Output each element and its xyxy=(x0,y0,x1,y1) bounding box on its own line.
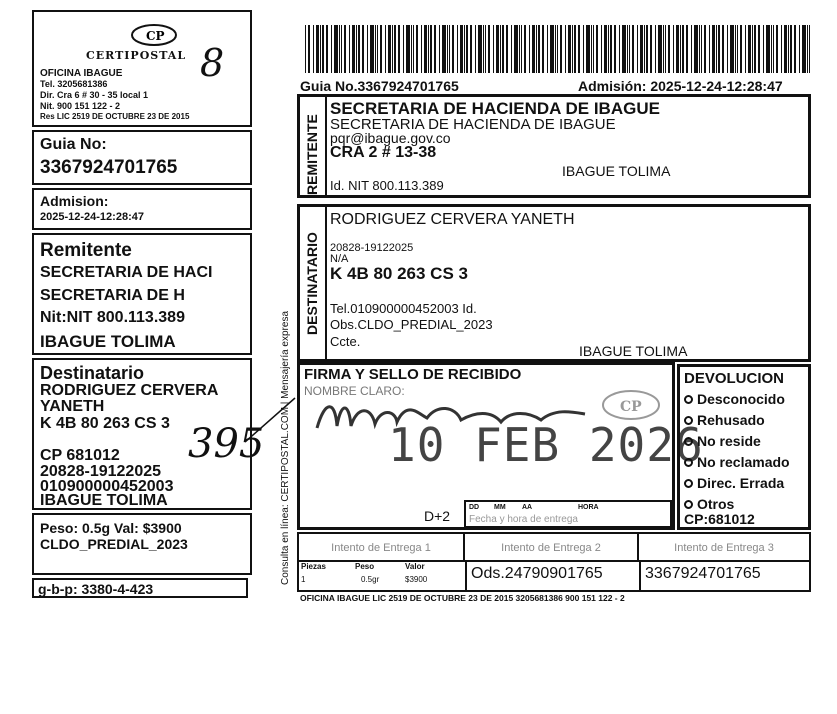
dest-line: 010900000452003 xyxy=(40,478,174,495)
remitente-line: SECRETARIA DE H xyxy=(40,287,185,304)
barcode-bar xyxy=(557,25,558,73)
barcode-bar xyxy=(447,25,448,73)
barcode-bar xyxy=(788,25,789,73)
gbp-box xyxy=(32,578,248,598)
barcode-bar xyxy=(488,25,490,73)
intentos-table xyxy=(297,532,811,592)
obs-line: CLDO_PREDIAL_2023 xyxy=(40,536,188,552)
barcode-bar xyxy=(586,25,590,73)
ods-value: Ods.24790901765 xyxy=(471,565,603,582)
barcode-bar xyxy=(550,25,554,73)
intento-3: Intento de Entrega 3 xyxy=(674,542,774,554)
barcode-bar xyxy=(434,25,436,73)
dd-label: DD xyxy=(469,504,480,511)
remitente-line: IBAGUE TOLIMA xyxy=(40,332,176,351)
barcode-bar xyxy=(529,25,530,73)
barcode-bar xyxy=(442,25,446,73)
barcode-bar xyxy=(322,25,324,73)
radio-icon xyxy=(684,479,693,488)
barcode-bar xyxy=(375,25,376,73)
devolucion-option[interactable] xyxy=(684,412,790,428)
barcode-bar xyxy=(388,25,391,73)
barcode-bar xyxy=(591,25,592,73)
handwritten-8: 8 xyxy=(200,41,225,85)
barcode-bar xyxy=(596,25,598,73)
guia-value: 3367924701765 xyxy=(40,157,178,178)
barcode-bar xyxy=(502,25,504,73)
barcode-bar xyxy=(514,25,518,73)
barcode-bar xyxy=(500,25,501,73)
barcode-bar xyxy=(331,25,332,73)
barcode-bar xyxy=(802,25,806,73)
barcode-bar xyxy=(727,25,728,73)
barcode-bar xyxy=(560,25,562,73)
barcode-bar xyxy=(663,25,664,73)
devolucion-option[interactable] xyxy=(684,475,790,491)
barcode xyxy=(305,25,815,73)
barcode-bar xyxy=(735,25,736,73)
admision-top: Admisión: 2025-12-24-12:28:47 xyxy=(578,78,783,94)
barcode-bar xyxy=(608,25,609,73)
office-res: Res LIC 2519 DE OCTUBRE 23 DE 2015 xyxy=(40,112,190,121)
barcode-bar xyxy=(752,25,753,73)
barcode-bar xyxy=(449,25,450,73)
admision-box xyxy=(32,188,252,230)
fecha-hora-placeholder: Fecha y hora de entrega xyxy=(469,514,578,525)
barcode-bar xyxy=(358,25,360,73)
barcode-bar xyxy=(637,25,638,73)
barcode-bar xyxy=(538,25,540,73)
d2-label: D+2 xyxy=(424,508,451,524)
barcode-bar xyxy=(722,25,724,73)
firma-title: FIRMA Y SELLO DE RECIBIDO xyxy=(304,366,522,383)
admision-label: Admision: xyxy=(40,193,109,209)
barcode-bar xyxy=(521,25,522,73)
barcode-bar xyxy=(313,25,314,73)
barcode-bar xyxy=(430,25,432,73)
barcode-bar xyxy=(794,25,796,73)
peso-value: 0.5gr xyxy=(361,575,380,584)
barcode-bar xyxy=(524,25,526,73)
barcode-bar xyxy=(758,25,760,73)
barcode-bar xyxy=(519,25,520,73)
barcode-bar xyxy=(601,25,602,73)
barcode-bar xyxy=(619,25,620,73)
barcode-bar xyxy=(496,25,499,73)
barcode-bar xyxy=(334,25,338,73)
dest-line: K 4B 80 263 CS 3 xyxy=(40,415,170,432)
barcode-bar xyxy=(485,25,486,73)
office-nit: Nit. 900 151 122 - 2 xyxy=(40,101,121,111)
dest-line: 20828-19122025 xyxy=(40,463,162,480)
barcode-bar xyxy=(694,25,698,73)
barcode-bar xyxy=(593,25,594,73)
barcode-bar xyxy=(452,25,454,73)
barcode-bar xyxy=(362,25,364,73)
barcode-bar xyxy=(470,25,472,73)
barcode-bar xyxy=(411,25,412,73)
barcode-bar xyxy=(478,25,482,73)
certipostal-logo xyxy=(119,24,189,52)
barcode-bar xyxy=(316,25,319,73)
barcode-bar xyxy=(536,25,537,73)
barcode-bar xyxy=(344,25,346,73)
rem-email: pqr@ibague.gov.co xyxy=(330,130,451,146)
rem-line1: SECRETARIA DE HACIENDA DE IBAGUE xyxy=(330,99,660,118)
barcode-bar xyxy=(568,25,571,73)
barcode-bar xyxy=(308,25,310,73)
barcode-bar xyxy=(784,25,787,73)
barcode-bar xyxy=(730,25,734,73)
peso-line: Peso: 0.5g Val: $3900 xyxy=(40,520,182,536)
barcode-bar xyxy=(680,25,681,73)
option-label: Desconocido xyxy=(697,391,785,407)
barcode-bar xyxy=(460,25,463,73)
remitente-line: SECRETARIA DE HACI xyxy=(40,264,213,281)
barcode-bar xyxy=(658,25,662,73)
office-name: OFICINA IBAGUE xyxy=(40,68,123,79)
aa-label: AA xyxy=(522,504,533,511)
fecha-hora-box xyxy=(464,500,672,528)
barcode-bar xyxy=(352,25,355,73)
barcode-bar xyxy=(339,25,340,73)
barcode-bar xyxy=(367,25,368,73)
barcode-bar xyxy=(644,25,645,73)
barcode-bar xyxy=(424,25,427,73)
piezas-label: Piezas xyxy=(301,562,326,571)
barcode-bar xyxy=(646,25,648,73)
barcode-bar xyxy=(745,25,746,73)
dest-code: 20828-19122025 xyxy=(330,242,414,254)
barcode-bar xyxy=(403,25,404,73)
barcode-bar xyxy=(701,25,702,73)
devolucion-title: DEVOLUCION xyxy=(684,370,785,387)
barcode-bar xyxy=(428,25,429,73)
radio-icon xyxy=(684,416,693,425)
barcode-bar xyxy=(640,25,643,73)
nombre-claro: NOMBRE CLARO: xyxy=(304,384,405,398)
rem-nit: Id. NIT 800.113.389 xyxy=(330,178,444,193)
barcode-bar xyxy=(781,25,782,73)
barcode-bar xyxy=(737,25,738,73)
dest-line: RODRIGUEZ CERVERA xyxy=(40,382,219,399)
barcode-bar xyxy=(506,25,508,73)
barcode-bar xyxy=(416,25,418,73)
barcode-bar xyxy=(676,25,679,73)
gbp-value: g-b-p: 3380-4-423 xyxy=(38,581,154,597)
handwritten-395: 395 xyxy=(188,421,265,467)
dest-ccte: Ccte. xyxy=(330,334,361,349)
remitente-box xyxy=(32,233,252,355)
barcode-bar xyxy=(809,25,810,73)
barcode-bar xyxy=(542,25,544,73)
barcode-bar xyxy=(421,25,422,73)
valor-label: Valor xyxy=(405,562,425,571)
barcode-bar xyxy=(610,25,612,73)
option-label: Direc. Errada xyxy=(697,475,785,491)
barcode-bar xyxy=(655,25,656,73)
dest-tel: Tel.010900000452003 Id. xyxy=(330,301,477,316)
barcode-bar xyxy=(754,25,756,73)
dest-line: YANETH xyxy=(40,398,105,415)
devolucion-box xyxy=(677,364,811,530)
dest-line: IBAGUE TOLIMA xyxy=(40,492,168,509)
svg-text:CP: CP xyxy=(620,399,642,415)
barcode-bar xyxy=(555,25,556,73)
destinatario-side-label: DESTINATARIO xyxy=(304,232,320,335)
barcode-bar xyxy=(406,25,410,73)
barcode-bar xyxy=(439,25,440,73)
right-destinatario-box xyxy=(297,204,811,362)
barcode-bar xyxy=(712,25,715,73)
svg-text:CP: CP xyxy=(146,29,165,43)
barcode-bar xyxy=(349,25,350,73)
barcode-bar xyxy=(392,25,393,73)
barcode-bar xyxy=(773,25,774,73)
hora-label: HORA xyxy=(578,504,599,511)
barcode-bar xyxy=(704,25,706,73)
valor-value: $3900 xyxy=(405,575,428,584)
barcode-bar xyxy=(574,25,576,73)
handwritten-line xyxy=(240,390,300,450)
barcode-bar xyxy=(565,25,566,73)
intento-2: Intento de Entrega 2 xyxy=(465,534,639,562)
barcode-bar xyxy=(326,25,328,73)
dest-obs: Obs.CLDO_PREDIAL_2023 xyxy=(330,317,493,332)
option-label: Rehusado xyxy=(697,412,765,428)
peso-label: Peso xyxy=(355,562,375,571)
devolucion-option[interactable] xyxy=(684,391,790,407)
barcode-bar xyxy=(457,25,458,73)
dest-city: IBAGUE TOLIMA xyxy=(579,343,688,359)
barcode-bar xyxy=(394,25,396,73)
piezas-value: 1 xyxy=(301,575,306,584)
barcode-bar xyxy=(614,25,616,73)
barcode-bar xyxy=(776,25,778,73)
barcode-bar xyxy=(305,25,306,73)
radio-icon xyxy=(684,500,693,509)
right-remitente-box xyxy=(297,94,811,198)
rem-line2: SECRETARIA DE HACIENDA DE IBAGUE xyxy=(330,116,616,133)
devolucion-option[interactable] xyxy=(684,433,790,449)
barcode-bar xyxy=(380,25,382,73)
barcode-bar xyxy=(691,25,692,73)
barcode-bar xyxy=(766,25,770,73)
radio-icon xyxy=(684,458,693,467)
barcode-bar xyxy=(718,25,720,73)
rem-address: CRA 2 # 13-38 xyxy=(330,144,437,161)
barcode-bar xyxy=(413,25,414,73)
barcode-bar xyxy=(356,25,357,73)
option-label: Otros xyxy=(697,496,735,512)
radio-icon xyxy=(684,395,693,404)
guia-box xyxy=(32,130,252,185)
barcode-bar xyxy=(665,25,666,73)
barcode-bar xyxy=(740,25,742,73)
barcode-bar xyxy=(632,25,634,73)
peso-box xyxy=(32,513,252,575)
rem-city: IBAGUE TOLIMA xyxy=(562,163,671,179)
stamp-date: 10 FEB 2026 xyxy=(388,418,704,472)
logo-text: CERTIPOSTAL xyxy=(86,49,187,62)
guia-top: Guia No.3367924701765 xyxy=(300,78,459,94)
guia-bottom: 3367924701765 xyxy=(645,565,761,582)
dest-address: K 4B 80 263 CS 3 xyxy=(330,264,468,283)
barcode-bar xyxy=(398,25,400,73)
radio-icon xyxy=(684,437,693,446)
barcode-bar xyxy=(583,25,584,73)
barcode-bar xyxy=(578,25,580,73)
office-address: Dir. Cra 6 # 30 - 35 local 1 xyxy=(40,90,149,100)
barcode-bar xyxy=(673,25,674,73)
footer-text: OFICINA IBAGUE LIC 2519 DE OCTUBRE 23 DE 2015 3205681386 900 151 122 - 2 xyxy=(300,593,625,603)
office-tel: Tel. 3205681386 xyxy=(40,79,108,89)
barcode-bar xyxy=(686,25,688,73)
option-label: No reclamado xyxy=(697,454,790,470)
dest-na: N/A xyxy=(330,253,349,265)
barcode-bar xyxy=(771,25,772,73)
barcode-bar xyxy=(748,25,751,73)
remitente-title: Remitente xyxy=(40,240,132,261)
dest-title: Destinatario xyxy=(40,363,145,383)
barcode-bar xyxy=(466,25,468,73)
mm-label: MM xyxy=(494,504,506,511)
barcode-bar xyxy=(790,25,792,73)
barcode-bar xyxy=(320,25,321,73)
barcode-bar xyxy=(547,25,548,73)
barcode-bar xyxy=(668,25,670,73)
barcode-bar xyxy=(709,25,710,73)
barcode-bar xyxy=(464,25,465,73)
barcode-bar xyxy=(650,25,652,73)
barcode-bar xyxy=(699,25,700,73)
devolucion-option[interactable] xyxy=(684,496,790,512)
barcode-bar xyxy=(763,25,764,73)
barcode-bar xyxy=(493,25,494,73)
barcode-bar xyxy=(377,25,378,73)
devolucion-option[interactable] xyxy=(684,454,790,470)
barcode-bar xyxy=(799,25,800,73)
barcode-bar xyxy=(475,25,476,73)
barcode-bar xyxy=(532,25,535,73)
remitente-line: Nit:NIT 800.113.389 xyxy=(40,309,185,326)
guia-label: Guia No: xyxy=(40,136,107,153)
remitente-side-label: REMITENTE xyxy=(304,114,320,195)
dest-line: CP 681012 xyxy=(40,447,120,464)
barcode-bar xyxy=(716,25,717,73)
barcode-bar xyxy=(627,25,628,73)
admision-value: 2025-12-24-12:28:47 xyxy=(40,211,144,223)
side-text: Consulta en línea: CERTIPOSTAL.COM | Mensajería expresa xyxy=(280,310,291,585)
barcode-bar xyxy=(341,25,342,73)
barcode-bar xyxy=(807,25,808,73)
dest-name: RODRIGUEZ CERVERA YANETH xyxy=(330,211,575,228)
barcode-bar xyxy=(622,25,626,73)
barcode-bar xyxy=(385,25,386,73)
barcode-bar xyxy=(483,25,484,73)
barcode-bar xyxy=(682,25,684,73)
barcode-bar xyxy=(604,25,607,73)
barcode-bar xyxy=(572,25,573,73)
barcode-bar xyxy=(370,25,374,73)
barcode-bar xyxy=(511,25,512,73)
cp-value: CP:681012 xyxy=(684,511,755,527)
barcode-bar xyxy=(629,25,630,73)
option-label: No reside xyxy=(697,433,761,449)
intento-1: Intento de Entrega 1 xyxy=(299,534,465,562)
